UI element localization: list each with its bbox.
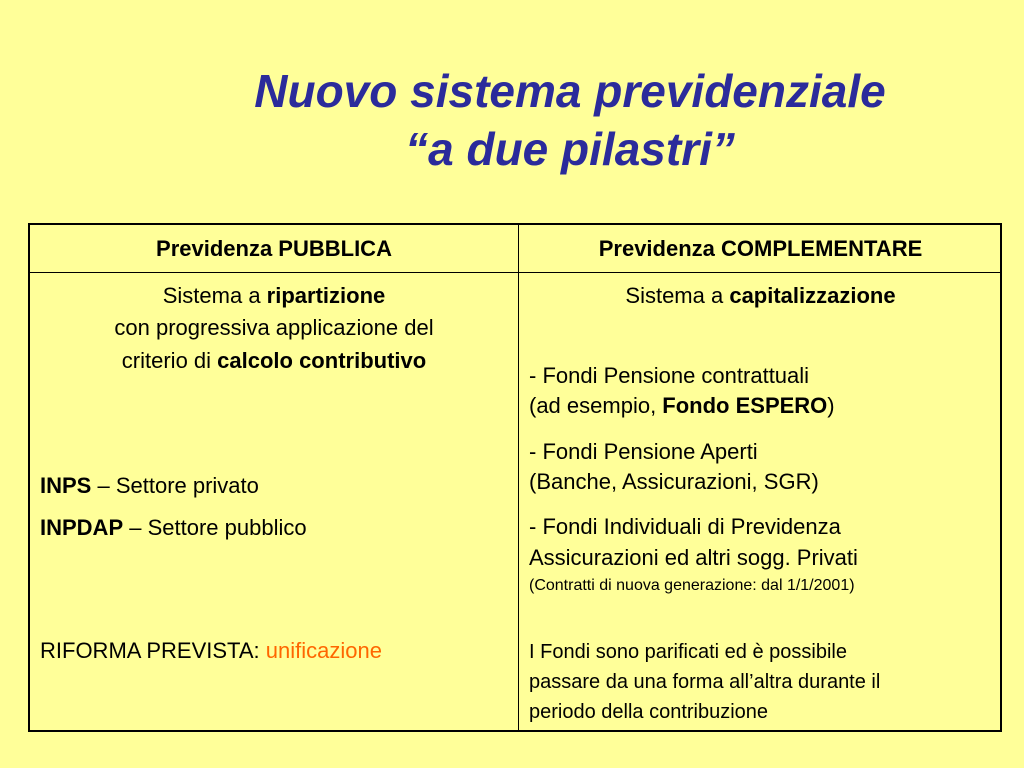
title-line-1: Nuovo sistema previdenziale bbox=[254, 65, 886, 117]
fondi-contrattuali-line: - Fondi Pensione contrattuali bbox=[529, 363, 810, 388]
parifica-line-3: periodo della contribuzione bbox=[529, 701, 769, 723]
riforma-line bbox=[40, 636, 382, 666]
inpdap-desc: – Settore pubblico bbox=[123, 515, 307, 540]
criterio-prefix: criterio di bbox=[121, 348, 218, 373]
inps-label: INPS bbox=[40, 473, 92, 498]
criterio-bold: calcolo contributivo bbox=[217, 348, 427, 373]
sistema-prefix: Sistema a bbox=[162, 283, 267, 308]
comparison-table bbox=[28, 223, 1002, 732]
title-line-2: “a due pilastri” bbox=[405, 123, 735, 175]
espero-prefix: (ad esempio, bbox=[529, 393, 663, 418]
sistema-bold: ripartizione bbox=[266, 283, 386, 308]
header-pubblica: Previdenza PUBBLICA bbox=[30, 225, 519, 273]
espero-suffix: ) bbox=[827, 393, 835, 418]
fondi-aperti-line: - Fondi Pensione Aperti bbox=[529, 439, 758, 464]
inps-line bbox=[40, 471, 259, 501]
inpdap-line bbox=[40, 513, 307, 543]
riforma-prefix: RIFORMA PREVISTA: bbox=[40, 638, 266, 663]
parifica-line-2: passare da una forma all’altra durante il bbox=[529, 671, 881, 693]
banche-line: (Banche, Assicurazioni, SGR) bbox=[529, 469, 819, 494]
inps-desc: – Settore privato bbox=[91, 473, 259, 498]
cell-pubblica bbox=[30, 273, 518, 730]
espero-bold: Fondo ESPERO bbox=[662, 393, 828, 418]
progressiva-line: con progressiva applicazione del bbox=[114, 315, 434, 340]
riforma-highlight: unificazione bbox=[265, 638, 382, 663]
fondi-individuali-line: - Fondi Individuali di Previdenza bbox=[529, 514, 841, 539]
sistema-prefix: Sistema a bbox=[625, 283, 730, 308]
parifica-line-1: I Fondi sono parificati ed è possibile bbox=[529, 641, 847, 663]
slide-title bbox=[140, 62, 1000, 178]
contratti-note: (Contratti di nuova generazione: dal 1/1/2001) bbox=[529, 577, 855, 594]
inpdap-label: INPDAP bbox=[40, 515, 124, 540]
cell-complementare bbox=[519, 273, 1002, 730]
sistema-ripartizione bbox=[30, 281, 518, 311]
assicurazioni-line: Assicurazioni ed altri sogg. Privati bbox=[529, 545, 858, 570]
header-complementare: Previdenza COMPLEMENTARE bbox=[519, 225, 1002, 273]
sistema-capitalizzazione bbox=[519, 281, 1002, 311]
criterio-line bbox=[30, 346, 518, 376]
fondo-espero-line bbox=[529, 391, 835, 421]
sistema-bold: capitalizzazione bbox=[729, 283, 896, 308]
